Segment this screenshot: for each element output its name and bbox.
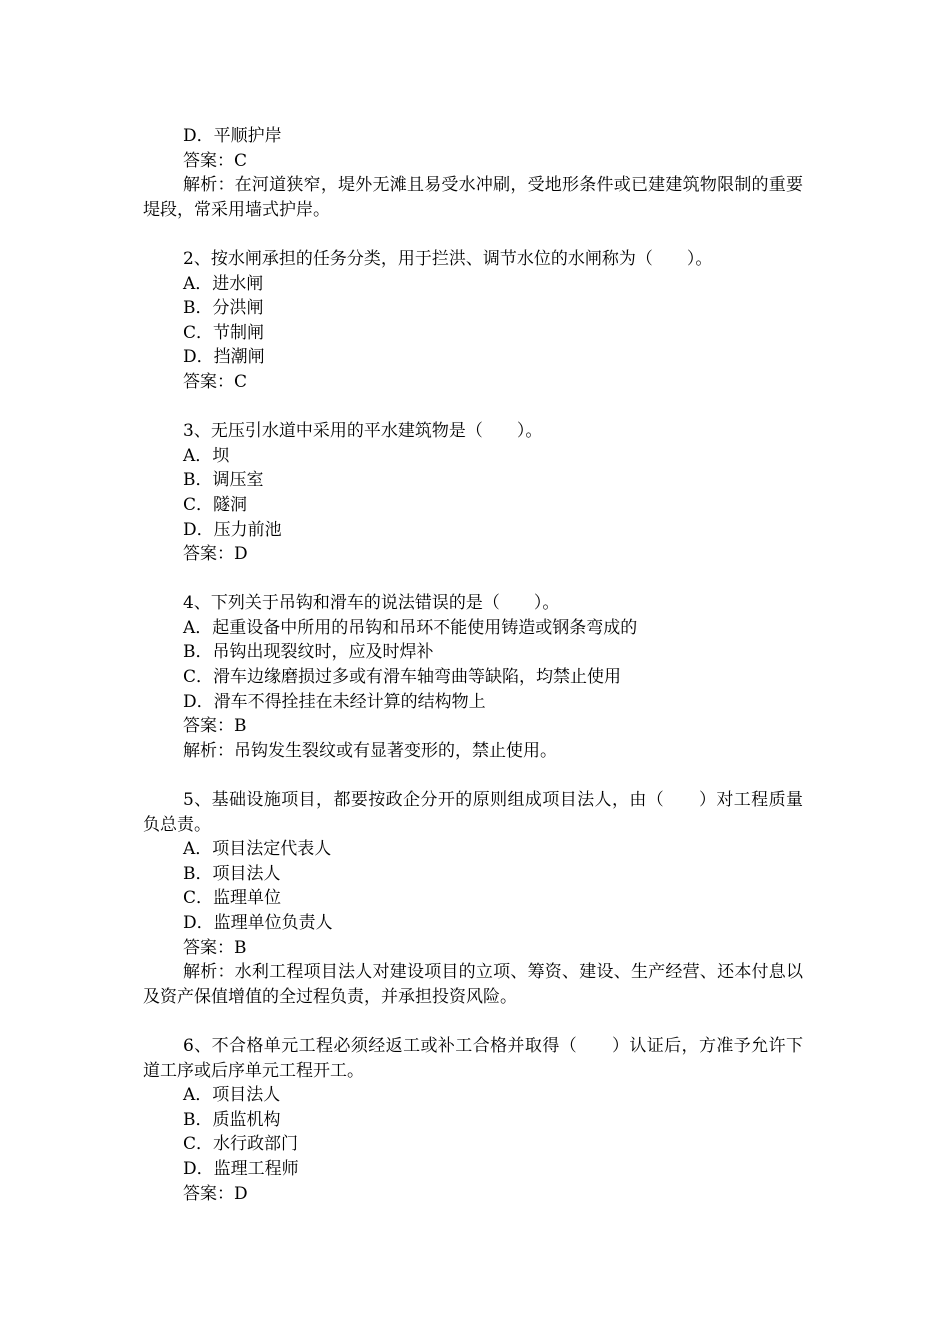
option-c: C．节制闸 bbox=[183, 322, 265, 343]
option-b: B．项目法人 bbox=[183, 863, 281, 884]
option-d: D．平顺护岸 bbox=[183, 126, 282, 146]
question-4 bbox=[143, 591, 803, 763]
answer: 答案：D bbox=[183, 1183, 248, 1204]
option-d: D．监理工程师 bbox=[183, 1158, 299, 1179]
option-a: A．项目法定代表人 bbox=[183, 839, 332, 860]
option-c: C．滑车边缘磨损过多或有滑车轴弯曲等缺陷，均禁止使用 bbox=[183, 667, 622, 688]
analysis: 解析：在河道狭窄，堤外无滩且易受水冲刷，受地形条件或已建建筑物限制的重要堤段，常采用墙式护岸。 bbox=[143, 175, 803, 220]
option-c: C．水行政部门 bbox=[183, 1134, 299, 1155]
question-5 bbox=[143, 788, 803, 1009]
option-b: B．吊钩出现裂纹时，应及时焊补 bbox=[183, 642, 434, 663]
answer: 答案：C bbox=[183, 150, 248, 171]
spacer bbox=[143, 1009, 803, 1034]
question-stem: 6、不合格单元工程必须经返工或补工合格并取得（ ）认证后，方准予允许下道工序或后序单元工程开工。 bbox=[143, 1035, 803, 1081]
option-d: D．滑车不得拴挂在未经计算的结构物上 bbox=[183, 691, 486, 712]
analysis: 解析：吊钩发生裂纹或有显著变形的，禁止使用。 bbox=[183, 740, 557, 761]
question-1-tail bbox=[143, 124, 803, 222]
question-stem: 5、基础设施项目，都要按政企分开的原则组成项目法人，由（ ）对工程质量负总责。 bbox=[143, 790, 803, 835]
question-3 bbox=[143, 419, 803, 567]
question-2 bbox=[143, 247, 803, 395]
spacer bbox=[143, 567, 803, 592]
option-b: B．质监机构 bbox=[183, 1109, 281, 1130]
question-stem: 3、无压引水道中采用的平水建筑物是（ ）。 bbox=[183, 421, 543, 442]
question-stem: 2、按水闸承担的任务分类，用于拦洪、调节水位的水闸称为（ ）。 bbox=[183, 248, 713, 269]
page-content bbox=[143, 124, 803, 1206]
answer: 答案：B bbox=[183, 937, 247, 958]
question-6 bbox=[143, 1034, 803, 1206]
analysis: 解析：水利工程项目法人对建设项目的立项、筹资、建设、生产经营、还本付息以及资产保值增值的全过程负责，并承担投资风险。 bbox=[143, 962, 803, 1007]
option-c: C．隧洞 bbox=[183, 494, 248, 515]
question-stem: 4、下列关于吊钩和滑车的说法错误的是（ ）。 bbox=[183, 593, 560, 614]
option-a: A．坝 bbox=[183, 445, 230, 466]
option-b: B．调压室 bbox=[183, 470, 264, 491]
option-d: D．压力前池 bbox=[183, 519, 282, 540]
option-c: C．监理单位 bbox=[183, 888, 282, 909]
option-a: A．起重设备中所用的吊钩和吊环不能使用铸造或钢条弯成的 bbox=[183, 617, 638, 638]
answer: 答案：B bbox=[183, 716, 247, 737]
option-a: A．项目法人 bbox=[183, 1085, 281, 1106]
option-b: B．分洪闸 bbox=[183, 298, 264, 319]
option-a: A．进水闸 bbox=[183, 273, 264, 294]
spacer bbox=[143, 222, 803, 247]
option-d: D．挡潮闸 bbox=[183, 347, 265, 368]
spacer bbox=[143, 763, 803, 788]
spacer bbox=[143, 395, 803, 420]
answer: 答案：D bbox=[183, 544, 248, 565]
option-d: D．监理单位负责人 bbox=[183, 913, 333, 933]
answer: 答案：C bbox=[183, 371, 248, 392]
